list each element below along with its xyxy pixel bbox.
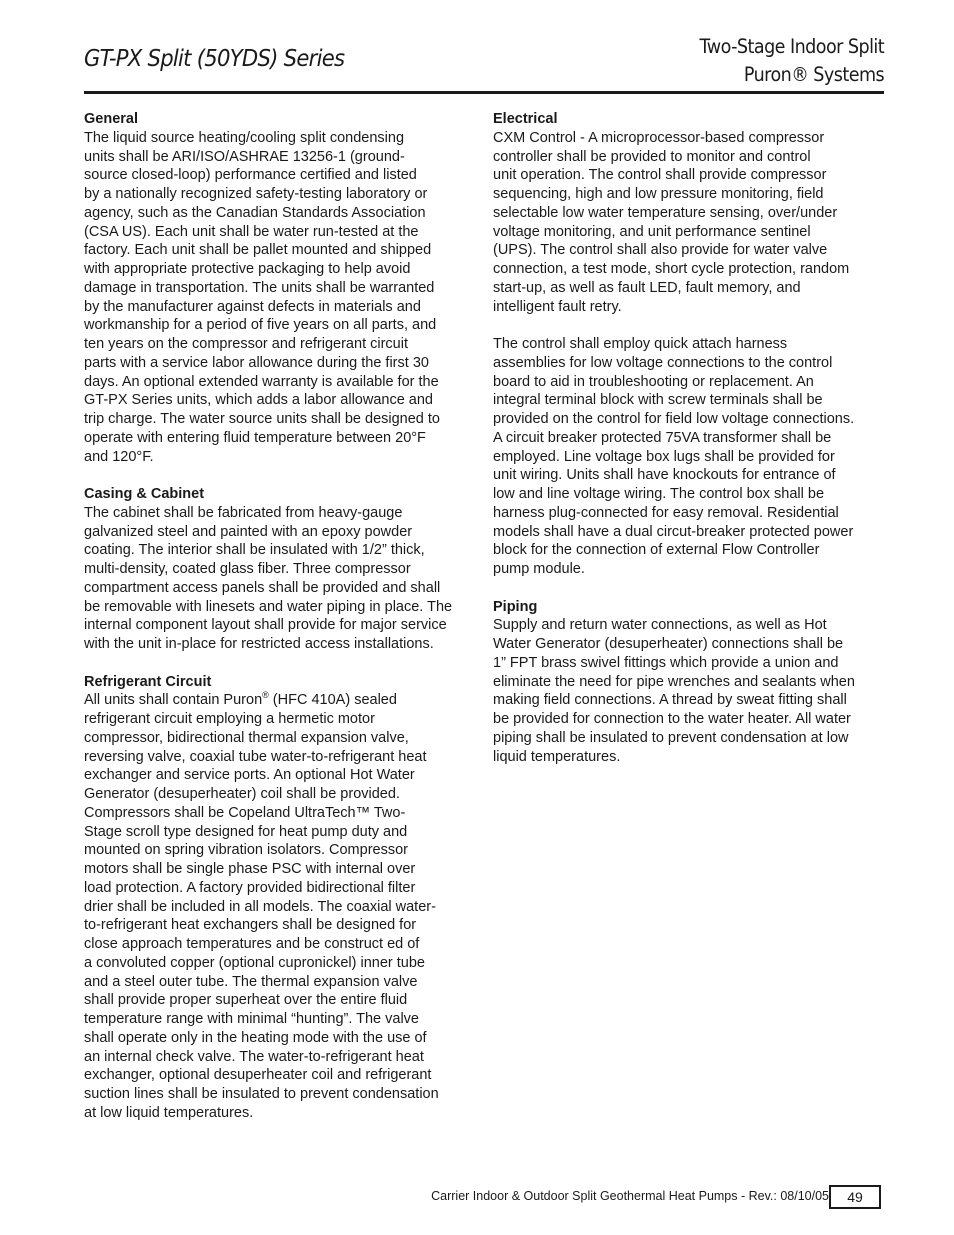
text-line: drier shall be included in all models. The coaxial water- xyxy=(84,898,436,915)
text-line: coating. The interior shall be insulated with 1/2” thick, xyxy=(84,542,425,559)
text-line: selectable low water temperature sensing, over/under xyxy=(493,204,838,221)
text-line: connection, a test mode, short cycle protection, random xyxy=(493,261,850,277)
text-line: The cabinet shall be fabricated from heavy-gauge xyxy=(84,504,403,521)
text-line: operate with entering fluid temperature between 20°F xyxy=(84,429,426,446)
footer-text: Carrier Indoor & Outdoor Split Geothermal Heat Pumps - Rev.: 08/10/05 xyxy=(431,1189,829,1203)
right-column xyxy=(493,110,885,785)
text-line: The liquid source heating/cooling split condensing xyxy=(84,129,405,146)
text-line: exchanger and service ports. An optional Hot Water xyxy=(84,767,415,784)
section-body xyxy=(493,335,885,579)
text-line: with appropriate protective packaging to help avoid xyxy=(84,261,411,277)
header-rule xyxy=(84,91,884,94)
section-body xyxy=(493,129,885,317)
text-line: refrigerant circuit employing a hermetic motor xyxy=(84,711,375,727)
section-heading: Refrigerant Circuit xyxy=(84,673,212,690)
text-line: parts with a service labor allowance during the first 30 xyxy=(84,354,429,371)
text-line: be provided for connection to the water heater. All water xyxy=(493,711,851,727)
section-body xyxy=(84,691,476,1122)
text-line: and a steel outer tube. The thermal expansion valve xyxy=(84,973,418,990)
text-line: an internal check valve. The water-to-refrigerant heat xyxy=(84,1048,424,1065)
subtitle-line-1: Two-Stage Indoor Split xyxy=(699,35,884,58)
text-line: 1” FPT brass swivel fittings which provide a union and xyxy=(493,654,839,671)
text-line: a convoluted copper (optional cupronickel) inner tube xyxy=(84,954,425,971)
text-line: Stage scroll type designed for heat pump duty and xyxy=(84,823,408,840)
section-heading: Electrical xyxy=(493,111,558,127)
text-line: suction lines shall be insulated to prevent condensation xyxy=(84,1086,439,1102)
section-casing-cabinet xyxy=(84,485,476,654)
text-line: piping shall be insulated to prevent condensation at low xyxy=(493,729,849,746)
text-line: Water Generator (desuperheater) connections shall be xyxy=(493,636,844,652)
text-line: agency, such as the Canadian Standards Association xyxy=(84,204,426,221)
text-line: pump module. xyxy=(493,561,585,577)
text-line: unit operation. The control shall provide compressor xyxy=(493,167,827,184)
text-line: close approach temperatures and be construct ed of xyxy=(84,936,420,952)
section-heading: Piping xyxy=(493,598,538,615)
section-body xyxy=(84,129,476,467)
text-line: to-refrigerant heat exchangers shall be designed for xyxy=(84,917,417,934)
text-line: at low liquid temperatures. xyxy=(84,1104,254,1121)
text-line: provided on the control for field low voltage connections. xyxy=(493,411,855,427)
text-line: by the manufacturer against defects in materials and xyxy=(84,298,421,315)
page-title: GT-PX Split (50YDS) Series xyxy=(84,46,345,72)
text-line: trip charge. The water source units shall be designed to xyxy=(84,411,440,427)
text-line: and 120°F. xyxy=(84,448,154,465)
text-line: load protection. A factory provided bidirectional filter xyxy=(84,879,416,896)
text-line: board to aid in troubleshooting or replacement. An xyxy=(493,373,814,390)
text-line: shall operate only in the heating mode with the use of xyxy=(84,1029,427,1046)
section-heading: Casing & Cabinet xyxy=(84,486,205,502)
text-line: workmanship for a period of five years on all parts, and xyxy=(84,317,437,334)
text-line: galvanized steel and painted with an epoxy powder xyxy=(84,523,413,540)
section-body xyxy=(493,616,885,766)
text-line: integral terminal block with screw terminals shall be xyxy=(493,392,823,409)
text-line: voltage monitoring, and unit performance sentinel xyxy=(493,223,811,240)
text-line: source closed-loop) performance certified and listed xyxy=(84,167,417,184)
text-line: shall provide proper superheat over the entire fluid xyxy=(84,992,408,1009)
text-line: employed. Line voltage box lugs shall be provided for xyxy=(493,448,835,465)
text-line: factory. Each unit shall be pallet mounted and shipped xyxy=(84,242,432,259)
text-line: by a nationally recognized safety-testing laboratory or xyxy=(84,186,428,202)
text-line: sequencing, high and low pressure monitoring, field xyxy=(493,186,824,202)
text-line: motors shall be single phase PSC with internal over xyxy=(84,861,416,877)
text-line: The control shall employ quick attach harness xyxy=(493,336,788,352)
text-line: models shall have a dual circut-breaker protected power xyxy=(493,523,854,540)
registered-mark: ® xyxy=(262,690,269,701)
text-line: making field connections. A thread by sweat fitting shall xyxy=(493,692,847,709)
text-line: unit wiring. Units shall have knockouts for entrance of xyxy=(493,467,836,484)
text-line: intelligent fault retry. xyxy=(493,298,622,315)
text-line: Compressors shall be Copeland UltraTech™ Two- xyxy=(84,804,406,821)
text-line: damage in transportation. The units shall be warranted xyxy=(84,279,435,296)
text-line: CXM Control - A microprocessor-based compressor xyxy=(493,129,825,146)
text-line: units shall be ARI/ISO/ASHRAE 13256-1 (ground- xyxy=(84,148,405,165)
text-line: low and line voltage wiring. The control box shall be xyxy=(493,486,825,502)
text-line: (CSA US). Each unit shall be water run-tested at the xyxy=(84,223,419,240)
text-line: be removable with linesets and water piping in place. The xyxy=(84,598,453,615)
section-electrical xyxy=(493,110,885,316)
text-line: controller shall be provided to monitor and control xyxy=(493,148,811,165)
text-line: All units shall contain Puron® (HFC 410A) sealed xyxy=(84,690,397,709)
text-line: internal component layout shall provide for major service xyxy=(84,617,447,634)
text-line: Generator (desuperheater) coil shall be provided. xyxy=(84,786,400,802)
text-line: harness plug-connected for easy removal. Residential xyxy=(493,504,839,521)
subtitle-line-2: Puron® Systems xyxy=(743,63,884,86)
text-line: liquid temperatures. xyxy=(493,748,621,765)
section-heading: General xyxy=(84,111,138,127)
text-line: reversing valve, coaxial tube water-to-refrigerant heat xyxy=(84,748,427,765)
page-subtitle xyxy=(699,33,884,89)
section-piping xyxy=(493,598,885,767)
left-column xyxy=(84,110,476,1141)
text-line: Supply and return water connections, as well as Hot xyxy=(493,617,827,634)
text-line: multi-density, coated glass fiber. Three compressor xyxy=(84,561,411,577)
text-line: with the unit in-place for restricted access installations. xyxy=(84,636,434,652)
text-line: mounted on spring vibration isolators. Compressor xyxy=(84,842,408,859)
section-electrical-continued xyxy=(493,335,885,579)
text-line: temperature range with minimal “hunting”. The valve xyxy=(84,1011,420,1027)
text-line: A circuit breaker protected 75VA transformer shall be xyxy=(493,429,832,446)
text-line: GT-PX Series units, which adds a labor allowance and xyxy=(84,392,433,409)
text-line: compressor, bidirectional thermal expansion valve, xyxy=(84,729,409,746)
section-refrigerant-circuit xyxy=(84,673,476,1123)
text-line: ten years on the compressor and refrigerant circuit xyxy=(84,336,408,352)
section-general xyxy=(84,110,476,466)
text-line: start-up, as well as fault LED, fault memory, and xyxy=(493,279,801,296)
page-number: 49 xyxy=(829,1185,881,1209)
text-line: assemblies for low voltage connections to the control xyxy=(493,354,833,371)
text-line: eliminate the need for pipe wrenches and sealants when xyxy=(493,673,855,690)
text-line: compartment access panels shall be provided and shall xyxy=(84,579,441,596)
section-body xyxy=(84,504,476,654)
text-line: (UPS). The control shall also provide for water valve xyxy=(493,242,828,259)
text-line: exchanger, optional desuperheater coil and refrigerant xyxy=(84,1067,432,1084)
text-line: days. An optional extended warranty is available for the xyxy=(84,373,439,390)
text-line: block for the connection of external Flow Controller xyxy=(493,542,820,559)
